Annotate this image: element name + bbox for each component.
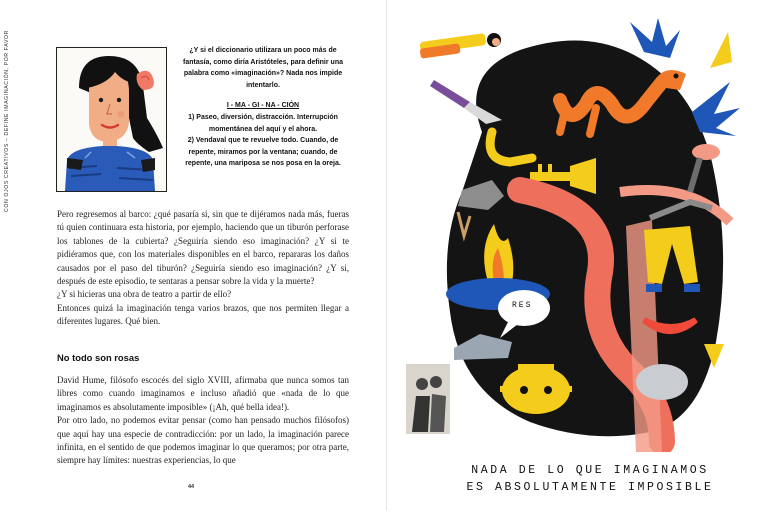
page-gutter: [386, 0, 387, 511]
speech-bubble-text: RES: [512, 301, 533, 310]
imagination-collage-icon: [400, 12, 770, 452]
collage-illustration: [400, 12, 770, 452]
caption-line-1: NADA DE LO QUE IMAGINAMOS: [471, 464, 709, 477]
body-paragraph: Por otro lado, no podemos evitar pensar (como han pensado muchos filósofos) que aquí hay una especie de contradicción: por un lado, la imaginación parece infinita, en el sentido de que podemos imaginar lo que queramos; por otra parte, siempre hay límites: nuestras experiencias, lo que: [57, 415, 349, 466]
vintage-photo-icon: [406, 364, 450, 434]
section-heading: No todo son rosas: [57, 352, 140, 363]
body-paragraph: David Hume, filósofo escocés del siglo XVIII, afirmaba que nunca somos tan libres como cuando imaginamos e incluso añadió que «nada de lo que imaginamos es absolutamente imposible» (¡Ah, qué bella idea!).: [57, 375, 349, 412]
definition-1: 1) Paseo, diversión, distracción. Interrupción momentánea del aquí y el ahora.: [188, 113, 338, 133]
body-paragraph: Entonces quizá la imaginación tenga varios brazos, que nos permiten llegar a diferentes lugares. Qué bien.: [57, 302, 349, 327]
caption-line-2: ES ABSOLUTAMENTE IMPOSIBLE: [466, 481, 714, 494]
headword: I - MA - GI - NA - CIÓN: [226, 102, 300, 110]
body-text: [57, 208, 349, 329]
flying-person-icon: [419, 33, 501, 59]
body-paragraph: Pero regresemos al barco: ¿qué pasaría si, sin que te dijéramos nada más, fueras tú quien continuara esta historia, por ejemplo, haciendo que un tiburón perforase los tablones de la cubierta? ¿Seguiría siendo eso imaginación? ¿Y si te pidiéramos que, con los materiales disponibles en el barco, repararas los daños causados por el paso del tiburón? ¿Seguiría siendo eso imaginación? ¿Y si, después de este episodio, te sentaras a pensar sobre la vida y la muerte?: [57, 209, 349, 287]
sidebar-intro: ¿Y si el diccionario utilizara un poco más de fantasía, como diría Aristóteles, para definir una palabra como «imaginación»? Nada nos impide intentarlo.: [182, 47, 343, 89]
portrait-illustration: [56, 47, 167, 192]
definition-2: 2) Vendaval que te revuelve todo. Cuando, de repente, miramos por la ventana; cuando, de repente, una mariposa se nos posa en la oreja.: [185, 137, 341, 168]
girl-portrait-icon: [57, 48, 166, 191]
body-text-continued: [57, 374, 349, 468]
definition-sidebar: [178, 45, 348, 170]
illustration-caption: [440, 462, 740, 496]
page-number: 44: [188, 484, 195, 490]
body-paragraph: ¿Y si hicieras una obra de teatro a partir de ello?: [57, 289, 232, 300]
running-head: CON OJOS CREATIVOS – DEFINE IMAGINACIÓN, POR FAVOR: [4, 30, 10, 212]
